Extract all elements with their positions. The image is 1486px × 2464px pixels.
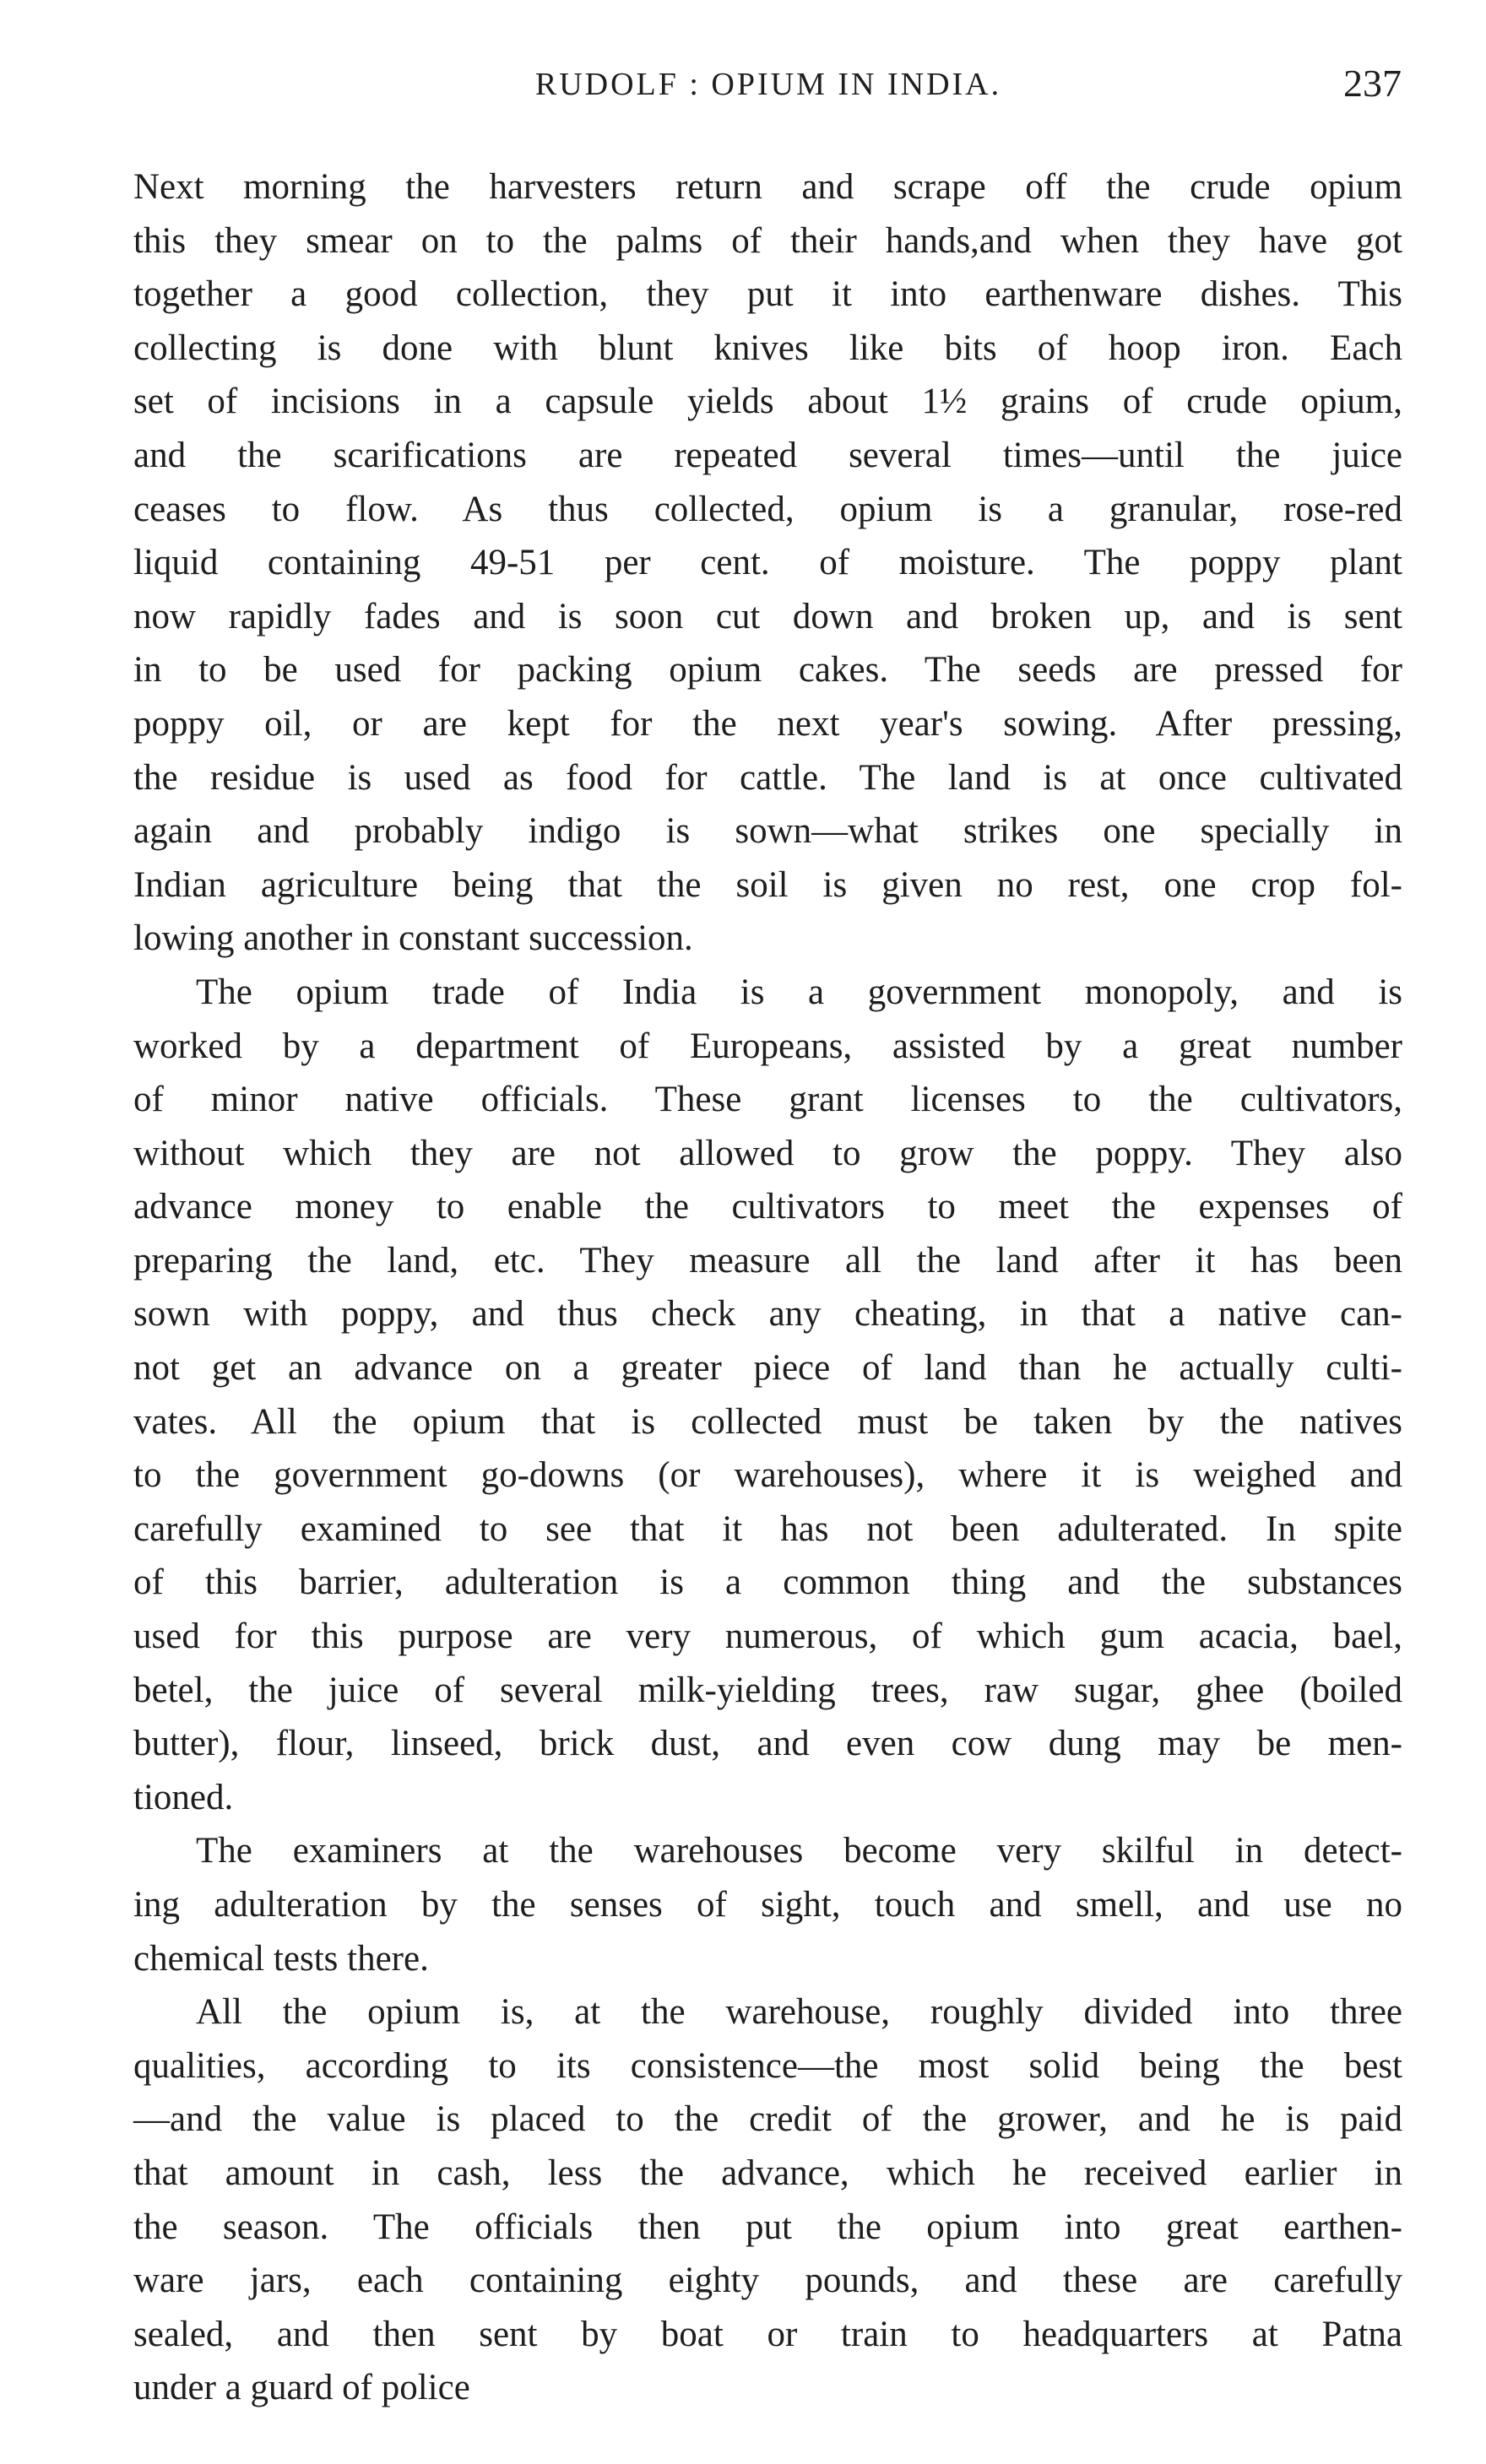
text-line: that amount in cash, less the advance, which he received earlier in <box>133 2153 1402 2193</box>
text-line: ing adulteration by the senses of sight, touch and smell, and use no <box>133 1885 1402 1925</box>
text-line: liquid containing 49-51 per cent. of moisture. The poppy plant <box>133 543 1402 583</box>
text-line: carefully examined to see that it has not been adulterated. In spite <box>133 1508 1402 1549</box>
text-line: of this barrier, adulteration is a common thing and the substances <box>133 1562 1402 1603</box>
body-text <box>133 160 1402 2415</box>
text-line: the residue is used as food for cattle. The land is at once cultivated <box>133 757 1402 798</box>
text-line: collecting is done with blunt knives like bits of hoop iron. Each <box>133 328 1402 368</box>
text-line: The examiners at the warehouses become very skilful in detect- <box>196 1831 1402 1871</box>
text-line: the season. The officials then put the opium into great earthen- <box>133 2207 1402 2247</box>
text-line: betel, the juice of several milk-yielding trees, raw sugar, ghee (boiled <box>133 1670 1402 1710</box>
paragraph <box>133 1824 1402 1985</box>
text-line: to the government go-downs (or warehouses), where it is weighed and <box>133 1455 1402 1496</box>
text-line: preparing the land, etc. They measure all the land after it has been <box>133 1240 1402 1281</box>
text-line: this they smear on to the palms of their hands,and when they have got <box>133 220 1402 261</box>
text-line: ceases to flow. As thus collected, opium is a granular, rose-red <box>133 489 1402 529</box>
text-line: in to be used for packing opium cakes. The seeds are pressed for <box>133 650 1402 690</box>
text-line: ware jars, each containing eighty pounds, and these are carefully <box>133 2261 1402 2301</box>
text-line: set of incisions in a capsule yields about 1½ grains of crude opium, <box>133 382 1402 422</box>
text-line: All the opium is, at the warehouse, roughly divided into three <box>196 1992 1402 2033</box>
text-line: worked by a department of Europeans, assisted by a great number <box>133 1026 1402 1066</box>
text-line: lowing another in constant succession. <box>133 918 693 959</box>
text-line: chemical tests there. <box>133 1938 429 1979</box>
text-line: under a guard of police <box>133 2368 470 2408</box>
text-line: advance money to enable the cultivators to meet the expenses of <box>133 1187 1402 1227</box>
text-line: not get an advance on a greater piece of land than he actually culti- <box>133 1348 1402 1389</box>
text-line: sown with poppy, and thus check any cheating, in that a native can- <box>133 1294 1402 1335</box>
text-line: vates. All the opium that is collected must be taken by the natives <box>133 1401 1402 1442</box>
running-head: RUDOLF : OPIUM IN INDIA. <box>534 67 1002 102</box>
text-line: Indian agriculture being that the soil is given no rest, one crop fol- <box>133 864 1402 905</box>
text-line: qualities, according to its consistence—the most solid being the best <box>133 2045 1402 2086</box>
text-line: tioned. <box>133 1777 234 1817</box>
text-line: poppy oil, or are kept for the next year's sowing. After pressing, <box>133 703 1402 744</box>
text-line: now rapidly fades and is soon cut down and broken up, and is sent <box>133 596 1402 636</box>
text-line: used for this purpose are very numerous, of which gum acacia, bael, <box>133 1616 1402 1657</box>
text-line: butter), flour, linseed, brick dust, and even cow dung may be men- <box>133 1724 1402 1764</box>
text-line: and the scarifications are repeated several times—until the juice <box>133 435 1402 475</box>
page-header <box>135 62 1402 116</box>
paragraph <box>133 1985 1402 2415</box>
text-line: The opium trade of India is a government monopoly, and is <box>196 972 1402 1012</box>
page-number: 237 <box>1343 62 1402 105</box>
text-line: Next morning the harvesters return and scrape off the crude opium <box>133 167 1402 207</box>
text-line: without which they are not allowed to grow the poppy. They also <box>133 1133 1402 1173</box>
text-line: of minor native officials. These grant licenses to the cultivators, <box>133 1080 1402 1120</box>
text-line: again and probably indigo is sown—what strikes one specially in <box>133 811 1402 852</box>
paragraph <box>133 966 1402 1825</box>
paragraph <box>133 160 1402 966</box>
text-line: —and the value is placed to the credit of the grower, and he is paid <box>133 2099 1402 2140</box>
text-line: sealed, and then sent by boat or train to headquarters at Patna <box>133 2314 1402 2354</box>
text-line: together a good collection, they put it into earthenware dishes. This <box>133 274 1402 315</box>
